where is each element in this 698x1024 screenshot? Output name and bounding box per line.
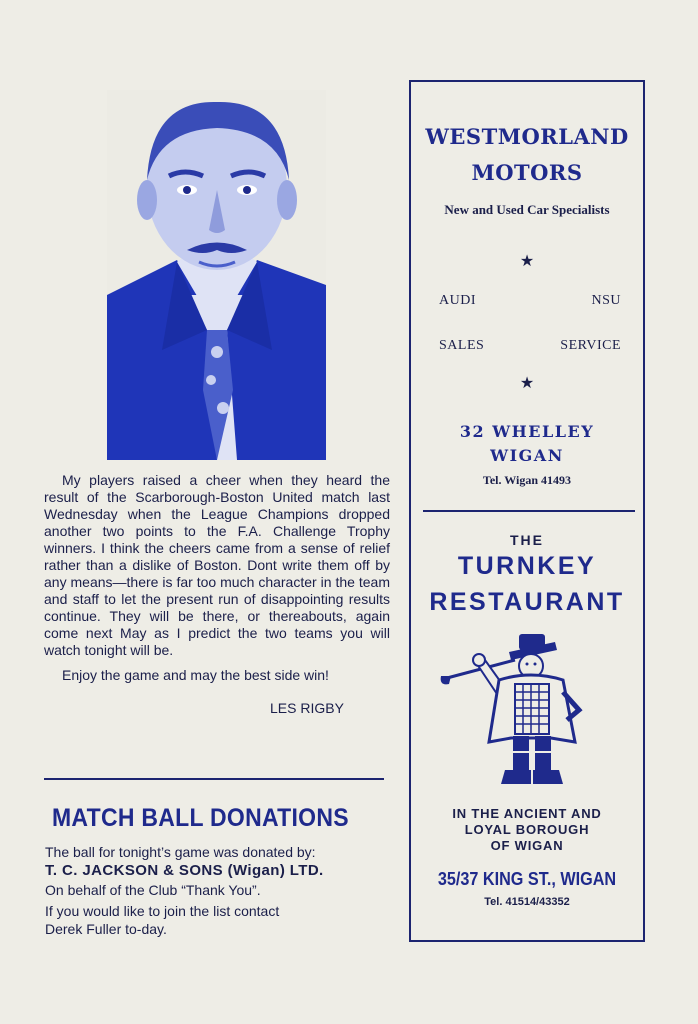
donor-name: T. C. JACKSON & SONS (Wigan) LTD.	[45, 862, 324, 879]
donations-body	[45, 843, 391, 938]
service-sales: SALES	[439, 338, 485, 353]
pipe-smoking-man-icon	[427, 630, 587, 796]
turnkey-tel: Tel. 41514/43352	[484, 896, 570, 908]
manager-note	[44, 472, 390, 717]
turnkey-location-line1: IN THE ANCIENT AND	[452, 806, 602, 821]
turnkey-address: 35/37 KING ST., WIGAN	[437, 869, 617, 889]
westmorland-tel: Tel. Wigan 41493	[482, 473, 572, 487]
service-service: SERVICE	[560, 338, 621, 353]
ad-divider	[423, 510, 635, 512]
services-row	[439, 338, 621, 354]
manager-signature: LES RIGBY	[270, 700, 344, 716]
donations-title: MATCH BALL DONATIONS	[52, 804, 349, 832]
turnkey-title-line1: TURNKEY	[457, 552, 597, 580]
turnkey-location-line3: OF WIGAN	[490, 838, 564, 853]
star-icon: ★	[519, 373, 535, 392]
manager-note-paragraph: My players raised a cheer when they heard the result of the Scarborough-Boston United match last Wednesday when the League Champions dropped another two points to the F.A. Challenge Trophy winners. I think the cheers came from a sense of relief rather than a dislike of Boston. Dont write them off by any means—there is far too much character in the team and staff to let the present run of disappointing results continue. They will be there, or thereabouts, again come next May as I predict the two teams you will watch tonight will be.	[44, 472, 390, 658]
donations-line: If you would like to join the list contact	[45, 903, 280, 919]
westmorland-title-line2: MOTORS	[471, 160, 583, 185]
brand-nsu: NSU	[591, 293, 621, 308]
westmorland-tagline: New and Used Car Specialists	[444, 202, 610, 217]
westmorland-address-line1: 32 WHELLEY	[459, 422, 595, 441]
manager-note-closing: Enjoy the game and may the best side win!	[62, 667, 329, 683]
westmorland-address-line2: WIGAN	[490, 446, 564, 465]
westmorland-title-line1: WESTMORLAND	[425, 124, 629, 149]
donations-line: The ball for tonight’s game was donated by:	[45, 844, 316, 860]
turnkey-mascot-illustration	[427, 630, 587, 796]
donations-line: On behalf of the Club “Thank You”.	[45, 882, 261, 898]
advertisement-box	[409, 80, 645, 942]
brand-audi: AUDI	[439, 293, 476, 308]
turnkey-location-line2: LOYAL BOROUGH	[464, 822, 590, 837]
turnkey-title-line2: RESTAURANT	[429, 588, 625, 616]
turnkey-the: THE	[510, 532, 544, 548]
brands-row	[439, 293, 621, 309]
divider	[44, 778, 384, 780]
donations-line: Derek Fuller to-day.	[45, 921, 167, 937]
manager-portrait	[107, 90, 326, 460]
star-icon: ★	[519, 251, 535, 270]
portrait-illustration	[107, 90, 326, 460]
